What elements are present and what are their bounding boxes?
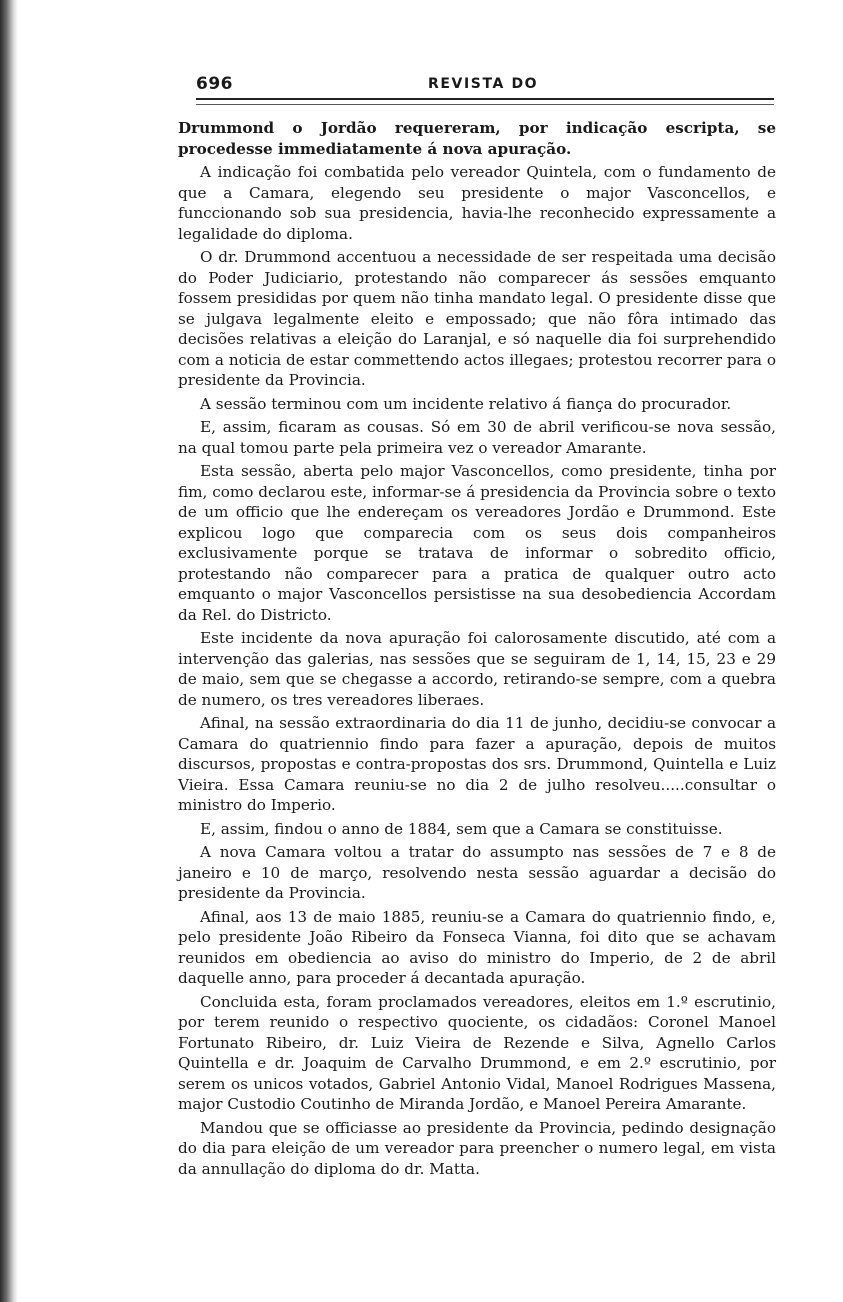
- body-text: [178, 118, 776, 1182]
- paragraph: Afinal, na sessão extraordinaria do dia 11 de junho, decidiu-se convocar a Camara do quatriennio findo para fazer a apuração, depois de muitos discursos, propostas e contra-propostas dos srs. Drummond, Quintella e Luiz Vieira. Essa Camara reuniu-se no dia 2 de julho resolveu.....consultar o ministro do Imperio.: [178, 714, 776, 814]
- paragraph: Este incidente da nova apuração foi calorosamente discutido, até com a intervenção das galerias, nas sessões que se seguiram de 1, 14, 15, 23 e 29 de maio, sem que se chegasse a accordo, retirando-se sempre, com a quebra de numero, os tres vereadores liberaes.: [178, 629, 776, 709]
- header-rule: [196, 98, 774, 105]
- paragraph: E, assim, findou o anno de 1884, sem que a Camara se constituisse.: [200, 819, 723, 838]
- paragraph: A nova Camara voltou a tratar do assumpto nas sessões de 7 e 8 de janeiro e 10 de março, resolvendo nesta sessão aguardar a decisão do presidente da Provincia.: [178, 843, 776, 902]
- paragraph: Mandou que se officiasse ao presidente da Provincia, pedindo designação do dia para eleição de um vereador para preencher o numero legal, em vista da annullação do diploma do dr. Matta.: [178, 1118, 776, 1178]
- paragraph: A indicação foi combatida pelo vereador Quintela, com o fundamento de que a Camara, elegendo seu presidente o major Vasconcellos, e funccionando sob sua presidencia, havia-lhe reconhecido expressamente a legalidade do diploma.: [178, 163, 776, 243]
- running-title: REVISTA DO: [428, 76, 539, 92]
- paragraph: Esta sessão, aberta pelo major Vasconcellos, como presidente, tinha por fim, como declarou este, informar-se á presidencia da Provincia sobre o texto de um officio que lhe endereçam os vereadores Jordão e Drummond. Este explicou logo que comparecia com os seus dois companheiros exclusivamente porque se tratava de informar o sobredito officio, protestando não comparecer para a pratica de qualquer outro acto emquanto o major Vasconcellos persistisse na sua desobediencia Accordam da Rel. do Districto.: [178, 462, 776, 624]
- page-header: [196, 72, 772, 98]
- paragraph: Afinal, aos 13 de maio 1885, reuniu-se a Camara do quatriennio findo, e, pelo presidente João Ribeiro da Fonseca Vianna, foi dito que se achavam reunidos em obediencia ao aviso do ministro do Imperio, de 2 de abril daquelle anno, para proceder á decantada apuração.: [178, 907, 776, 987]
- page-binding-edge: [0, 0, 18, 1302]
- page-number: 696: [196, 74, 233, 94]
- paragraph: A sessão terminou com um incidente relativo á fiança do procurador.: [200, 394, 732, 413]
- paragraph: Drummond o Jordão requereram, por indicação escripta, se procedesse immediatamente á nova apuração.: [178, 119, 776, 158]
- paragraph: E, assim, ficaram as cousas. Só em 30 de abril verificou-se nova sessão, na qual tomou parte pela primeira vez o vereador Amarante.: [178, 418, 776, 457]
- paragraph: O dr. Drummond accentuou a necessidade de ser respeitada uma decisão do Poder Judiciario, protestando não comparecer ás sessões emquanto fossem presididas por quem não tinha mandato legal. O presidente disse que se julgava legalmente eleito e empossado; que não fôra intimado das decisões relativas a eleição do Laranjal, e só naquelle dia foi surprehendido com a noticia de estar commettendo actos illegaes; protestou recorrer para o presidente da Provincia.: [178, 248, 776, 389]
- paragraph: Concluida esta, foram proclamados vereadores, eleitos em 1.º escrutinio, por terem reunido o respectivo quociente, os cidadãos: Coronel Manoel Fortunato Ribeiro, dr. Luiz Vieira de Rezende e Silva, Agnello Carlos Quintella e dr. Joaquim de Carvalho Drummond, e em 2.º escrutinio, por serem os unicos votados, Gabriel Antonio Vidal, Manoel Rodrigues Massena, major Custodio Coutinho de Miranda Jordão, e Manoel Pereira Amarante.: [178, 992, 776, 1113]
